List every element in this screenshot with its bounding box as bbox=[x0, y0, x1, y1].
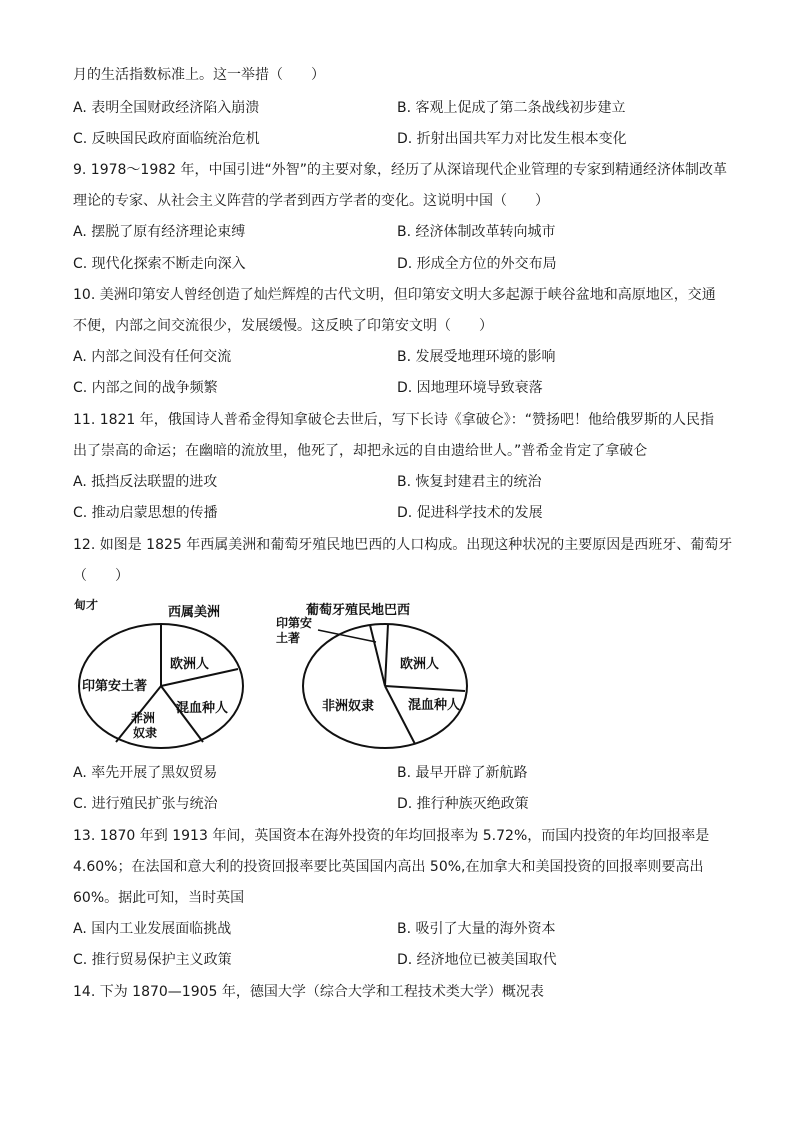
q9-option-a[interactable]: A. 摆脱了原有经济理论束缚 bbox=[73, 224, 246, 240]
question-8-stem-end: 月的生活指数标准上。这一举措（ ） bbox=[73, 67, 325, 83]
q10-stem-line-1: 10. 美洲印第安人曾经创造了灿烂辉煌的古代文明，但印第安文明大多起源于峡谷盆地和高原地区，交通 bbox=[73, 287, 716, 303]
pie-left-slice-label-mixed: 混血种人 bbox=[176, 701, 229, 716]
q13-option-b[interactable]: B. 吸引了大量的海外资本 bbox=[397, 921, 556, 937]
chart-fragment-text: 甸才 bbox=[74, 598, 99, 612]
q10-option-c[interactable]: C. 内部之间的战争频繁 bbox=[73, 380, 218, 396]
pie-left-slice-label-europeans: 欧洲人 bbox=[170, 657, 210, 672]
pie-right-slice-label-indigenous bbox=[276, 615, 316, 645]
q12-option-c[interactable]: C. 进行殖民扩张与统治 bbox=[73, 796, 218, 812]
q9-stem-line-2: 理论的专家、从社会主义阵营的学者到西方学者的变化。这说明中国（ ） bbox=[73, 193, 549, 209]
pie-right-slice-label-african-slaves: 非洲奴隶 bbox=[322, 699, 375, 714]
q11-stem-line-2: 出了崇高的命运；在幽暗的流放里，他死了，却把永远的自由遗给世人。”普希金肯定了拿破仑 bbox=[73, 443, 648, 459]
q9-stem-line-1: 9. 1978～1982 年，中国引进“外智”的主要对象，经历了从深谙现代企业管理的专家到精通经济体制改革 bbox=[73, 162, 728, 178]
population-pie-charts bbox=[70, 592, 490, 757]
q9-option-b[interactable]: B. 经济体制改革转向城市 bbox=[397, 224, 556, 240]
pie-right-indigenous-label-line-1: 印第安 bbox=[276, 616, 313, 630]
pie-right-indigenous-label-line-2: 土著 bbox=[276, 631, 301, 645]
q11-stem-line-1: 11. 1821 年，俄国诗人普希金得知拿破仑去世后，写下长诗《拿破仑》：“赞扬吧！他给俄罗斯的人民指 bbox=[73, 412, 715, 428]
q12-option-b[interactable]: B. 最早开辟了新航路 bbox=[397, 765, 528, 781]
pie-left-title: 西属美洲 bbox=[168, 605, 221, 620]
q8-option-a[interactable]: A. 表明全国财政经济陷入崩溃 bbox=[73, 100, 260, 116]
q13-stem-line-1: 13. 1870 年到 1913 年间，英国资本在海外投资的年均回报率为 5.72%，而国内投资的年均回报率是 bbox=[73, 828, 710, 844]
q8-option-c[interactable]: C. 反映国民政府面临统治危机 bbox=[73, 131, 260, 147]
q8-option-b[interactable]: B. 客观上促成了第二条战线初步建立 bbox=[397, 100, 626, 116]
q12-option-d[interactable]: D. 推行种族灭绝政策 bbox=[397, 796, 529, 812]
pie-right-title: 葡萄牙殖民地巴西 bbox=[306, 603, 411, 618]
pie-portuguese-brazil bbox=[276, 602, 467, 748]
q10-option-d[interactable]: D. 因地理环境导致衰落 bbox=[397, 380, 543, 396]
pie-left-slave-label-line-2: 奴隶 bbox=[132, 726, 158, 740]
q10-option-b[interactable]: B. 发展受地理环境的影响 bbox=[397, 349, 556, 365]
q13-stem-line-3: 60%。据此可知，当时英国 bbox=[73, 890, 245, 906]
pie-spanish-america bbox=[79, 604, 243, 748]
q13-option-c[interactable]: C. 推行贸易保护主义政策 bbox=[73, 952, 232, 968]
pie-left-slice-label-indigenous: 印第安土著 bbox=[82, 679, 148, 694]
q14-stem-line-1: 14. 下为 1870—1905 年，德国大学（综合大学和工程技术类大学）概况表 bbox=[73, 984, 544, 1000]
q11-option-d[interactable]: D. 促进科学技术的发展 bbox=[397, 505, 543, 521]
pie-right-slice-label-mixed: 混血种人 bbox=[408, 698, 461, 713]
q13-option-a[interactable]: A. 国内工业发展面临挑战 bbox=[73, 921, 232, 937]
q12-stem-line-2: （ ） bbox=[73, 568, 129, 584]
q12-stem-line-1: 12. 如图是 1825 年西属美洲和葡萄牙殖民地巴西的人口构成。出现这种状况的主要原因是西班牙、葡萄牙 bbox=[73, 537, 733, 553]
q10-option-a[interactable]: A. 内部之间没有任何交流 bbox=[73, 349, 232, 365]
q13-stem-line-2: 4.60%；在法国和意大利的投资回报率要比英国国内高出 50%,在加拿大和美国投资的回报率则要高出 bbox=[73, 859, 704, 875]
pie-right-slice-label-europeans: 欧洲人 bbox=[400, 657, 440, 672]
q13-option-d[interactable]: D. 经济地位已被美国取代 bbox=[397, 952, 557, 968]
q11-option-b[interactable]: B. 恢复封建君主的统治 bbox=[397, 474, 542, 490]
q11-option-c[interactable]: C. 推动启蒙思想的传播 bbox=[73, 505, 218, 521]
q11-option-a[interactable]: A. 抵挡反法联盟的进攻 bbox=[73, 474, 218, 490]
q8-option-d[interactable]: D. 折射出国共军力对比发生根本变化 bbox=[397, 131, 627, 147]
q10-stem-line-2: 不便，内部之间交流很少，发展缓慢。这反映了印第安文明（ ） bbox=[73, 318, 493, 334]
q9-option-d[interactable]: D. 形成全方位的外交布局 bbox=[397, 256, 557, 272]
pie-left-slave-label-line-1: 非洲 bbox=[130, 711, 155, 725]
q9-option-c[interactable]: C. 现代化探索不断走向深入 bbox=[73, 256, 246, 272]
q12-option-a[interactable]: A. 率先开展了黑奴贸易 bbox=[73, 765, 218, 781]
